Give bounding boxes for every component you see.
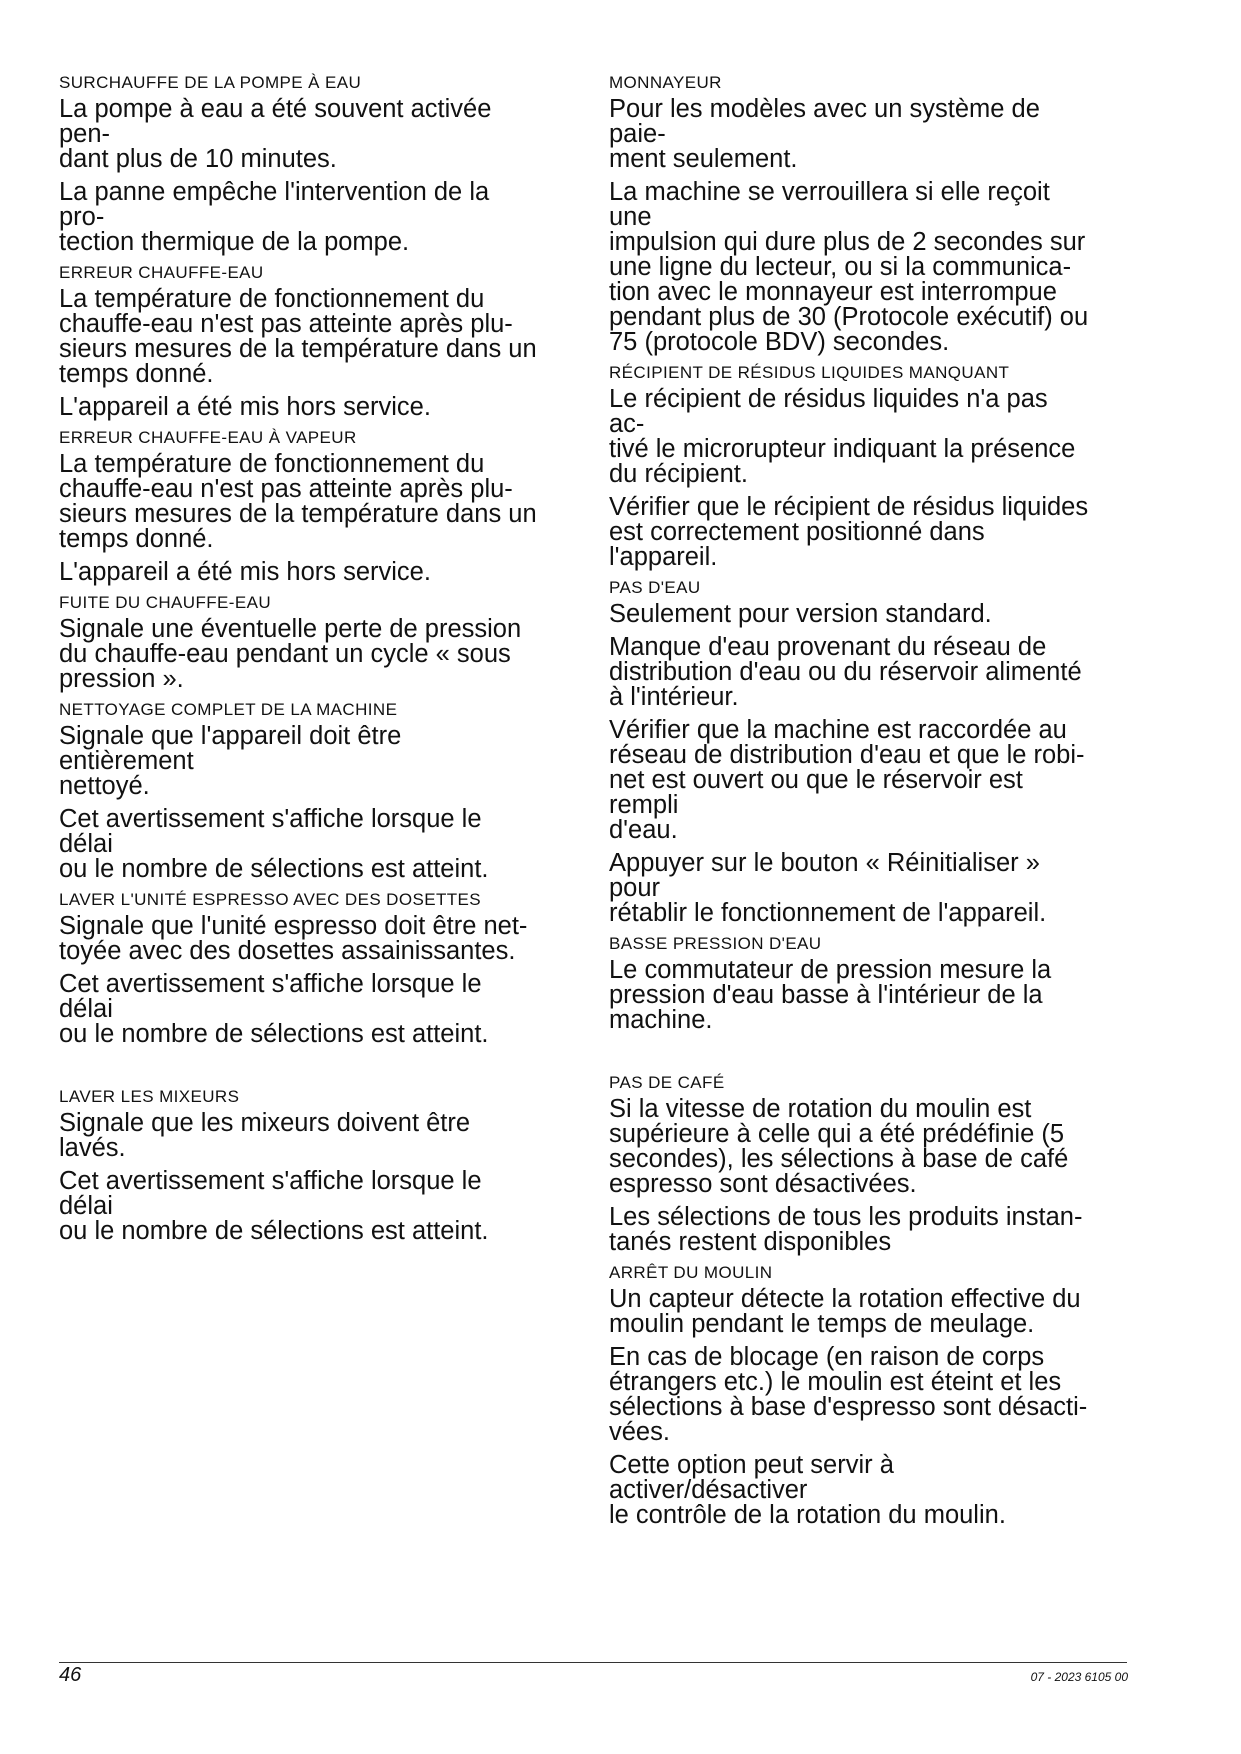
paragraph: Si la vitesse de rotation du moulin est supérieure à celle qui a été prédéfinie (5 secondes), les sélections à base de café espresso sont désactivées. <box>609 1095 1069 1198</box>
paragraph: Pour les modèles avec un système de paie- ment seulement. <box>609 95 1040 173</box>
section-full-cleaning <box>59 700 539 882</box>
paragraph: Signale que l'appareil doit être entièrement nettoyé. <box>59 722 402 800</box>
paragraph: Cet avertissement s'affiche lorsque le délai ou le nombre de sélections est atteint. <box>59 1167 489 1245</box>
paragraph: Signale une éventuelle perte de pression du chauffe-eau pendant un cycle « sous pression ». <box>59 615 522 693</box>
section-heading: ERREUR CHAUFFE-EAU <box>59 263 264 282</box>
section-low-water-pressure <box>609 934 1089 1033</box>
section-heading: BASSE PRESSION D'EAU <box>609 934 822 953</box>
paragraph: Signale que l'unité espresso doit être net- toyée avec des dosettes assainissantes. <box>59 912 528 965</box>
paragraph: Cette option peut servir à activer/désactiver le contrôle de la rotation du moulin. <box>609 1451 1006 1529</box>
paragraph: Les sélections de tous les produits instan- tanés restent disponibles <box>609 1203 1083 1256</box>
paragraph: En cas de blocage (en raison de corps étrangers etc.) le moulin est éteint et les sélections à base d'espresso sont désacti- vées. <box>609 1343 1088 1446</box>
section-heading: PAS D'EAU <box>609 578 701 597</box>
section-heater-leak <box>59 593 539 692</box>
paragraph: La machine se verrouillera si elle reçoit une impulsion qui dure plus de 2 secondes sur une ligne du lecteur, ou si la communica- tion avec le monnayeur est interrompue pendant plus de 30 (Protocole exécutif) ou 75 (protocole BDV) secondes. <box>609 178 1089 356</box>
paragraph: La pompe à eau a été souvent activée pen- dant plus de 10 minutes. <box>59 95 492 173</box>
document-reference: 07 - 2023 6105 00 <box>1030 1670 1128 1684</box>
paragraph: Manque d'eau provenant du réseau de distribution d'eau ou du réservoir alimenté à l'intérieur. <box>609 633 1082 711</box>
page-number: 46 <box>59 1664 82 1686</box>
section-no-coffee <box>609 1073 1089 1255</box>
footer-divider <box>59 1662 1127 1663</box>
paragraph: La température de fonctionnement du chauffe-eau n'est pas atteinte après plu- sieurs mesures de la température dans un temps donné. <box>59 285 537 388</box>
section-heading: LAVER L'UNITÉ ESPRESSO AVEC DES DOSETTES <box>59 890 482 909</box>
paragraph: Le récipient de résidus liquides n'a pas ac- tivé le microrupteur indiquant la présence du récipient. <box>609 385 1076 488</box>
paragraph: La panne empêche l'intervention de la pro- tection thermique de la pompe. <box>59 178 490 256</box>
section-wash-espresso-unit <box>59 890 539 1047</box>
section-heading: PAS DE CAFÉ <box>609 1073 725 1092</box>
section-no-water <box>609 578 1089 926</box>
section-heading: LAVER LES MIXEURS <box>59 1087 240 1106</box>
section-heater-error <box>59 263 539 420</box>
paragraph: Vérifier que la machine est raccordée au réseau de distribution d'eau et que le robi- net est ouvert ou que le réservoir est rempli d'eau. <box>609 716 1085 844</box>
paragraph: Vérifier que le récipient de résidus liquides est correctement positionné dans l'appareil. <box>609 493 1089 571</box>
paragraph: L'appareil a été mis hors service. <box>59 393 431 421</box>
section-grinder-stop <box>609 1263 1089 1528</box>
section-pump-overheat <box>59 73 539 255</box>
section-heading: MONNAYEUR <box>609 73 722 92</box>
paragraph: L'appareil a été mis hors service. <box>59 558 431 586</box>
paragraph: Cet avertissement s'affiche lorsque le délai ou le nombre de sélections est atteint. <box>59 970 489 1048</box>
section-heading: FUITE DU CHAUFFE-EAU <box>59 593 271 612</box>
section-steam-heater-error <box>59 428 539 585</box>
section-heading: NETTOYAGE COMPLET DE LA MACHINE <box>59 700 398 719</box>
paragraph: Le commutateur de pression mesure la pression d'eau basse à l'intérieur de la machine. <box>609 956 1052 1034</box>
section-heading: ARRÊT DU MOULIN <box>609 1263 773 1282</box>
section-wash-mixers <box>59 1087 539 1244</box>
left-column <box>59 73 539 1252</box>
paragraph: Un capteur détecte la rotation effective du moulin pendant le temps de meulage. <box>609 1285 1081 1338</box>
paragraph: Signale que les mixeurs doivent être lavés. <box>59 1109 471 1162</box>
section-heading: RÉCIPIENT DE RÉSIDUS LIQUIDES MANQUANT <box>609 363 1010 382</box>
right-column <box>609 73 1089 1536</box>
paragraph: Seulement pour version standard. <box>609 600 992 628</box>
paragraph: Appuyer sur le bouton « Réinitialiser » pour rétablir le fonctionnement de l'appareil. <box>609 849 1047 927</box>
paragraph: La température de fonctionnement du chauffe-eau n'est pas atteinte après plu- sieurs mesures de la température dans un temps donné. <box>59 450 537 553</box>
section-heading: SURCHAUFFE DE LA POMPE À EAU <box>59 73 362 92</box>
section-heading: ERREUR CHAUFFE-EAU À VAPEUR <box>59 428 357 447</box>
paragraph: Cet avertissement s'affiche lorsque le délai ou le nombre de sélections est atteint. <box>59 805 489 883</box>
section-liquid-waste-missing <box>609 363 1089 570</box>
section-coin-mechanism <box>609 73 1089 355</box>
